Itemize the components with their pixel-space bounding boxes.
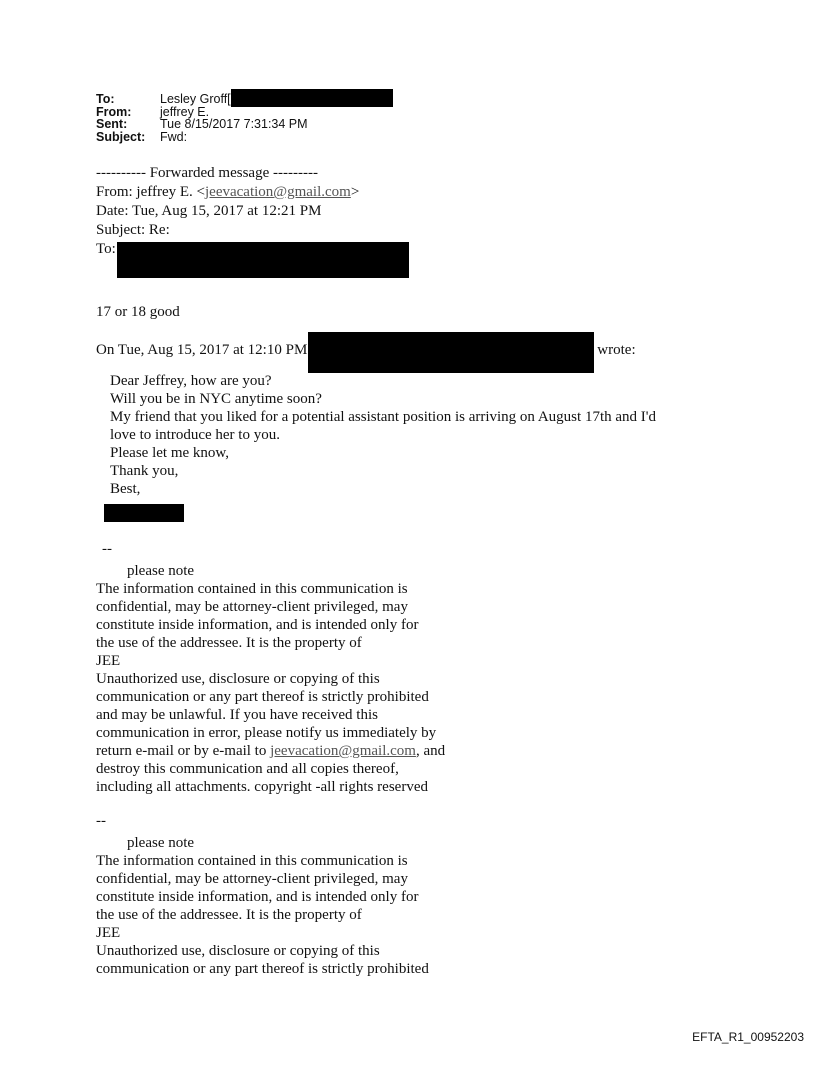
disclaimer-line: destroy this communication and all copies thereof,: [96, 761, 399, 777]
quoted-line: Please let me know,: [110, 445, 229, 461]
document-id: EFTA_R1_00952203: [692, 1030, 804, 1044]
quoted-message: [110, 372, 656, 498]
quoted-line: love to introduce her to you.: [110, 427, 280, 443]
disclaimer-line: confidential, may be attorney-client privileged, may: [96, 599, 408, 615]
please-note: please note: [127, 835, 195, 851]
disclaimer-line: communication in error, please notify us immediately by: [96, 725, 437, 741]
disclaimer-line: confidential, may be attorney-client privileged, may: [96, 871, 408, 887]
forward-date: Date: Tue, Aug 15, 2017 at 12:21 PM: [96, 203, 322, 219]
disclaimer-2: [96, 812, 429, 978]
forward-separator: ---------- Forwarded message ---------: [96, 165, 318, 181]
quoted-line: My friend that you liked for a potential assistant position is arriving on August 17th and I'd: [110, 409, 656, 425]
disclaimer-line: JEE: [96, 653, 121, 669]
forwarded-block: [96, 164, 409, 259]
sent-value: Tue 8/15/2017 7:31:34 PM: [160, 117, 308, 132]
quoted-line: Will you be in NYC anytime soon?: [110, 391, 322, 407]
disclaimer-line: the use of the addressee. It is the property of: [96, 635, 362, 651]
quote-intro-row: [96, 341, 636, 360]
disclaimer-line: return e-mail or by e-mail to jeevacation@gmail.com, and: [96, 743, 446, 759]
disclaimer-line: Unauthorized use, disclosure or copying of this: [96, 943, 380, 959]
email-header: [96, 93, 393, 143]
disclaimer-line: communication or any part thereof is strictly prohibited: [96, 689, 429, 705]
disclaimer-line: including all attachments. copyright -all rights reserved: [96, 779, 428, 795]
quoted-line: Best,: [110, 481, 141, 497]
disclaimer-line: constitute inside information, and is intended only for: [96, 889, 419, 905]
redaction: [104, 504, 184, 522]
redaction: [231, 89, 393, 107]
reply-text: 17 or 18 good: [96, 304, 180, 320]
forward-to: To:: [96, 240, 409, 259]
disclaimer-line: The information contained in this communication is: [96, 853, 408, 869]
quote-intro: On Tue, Aug 15, 2017 at 12:10 PM: [96, 342, 308, 358]
to-value: Lesley Groff[: [160, 92, 231, 106]
disclaimer-line: constitute inside information, and is intended only for: [96, 617, 419, 633]
from-value: jeffrey E.: [160, 104, 210, 119]
redaction: [308, 332, 594, 373]
forward-subject: Subject: Re:: [96, 222, 170, 238]
quoted-line: Dear Jeffrey, how are you?: [110, 373, 272, 389]
disclaimer-line: The information contained in this communication is: [96, 581, 408, 597]
sent-label: Sent:: [96, 117, 128, 132]
to-label: To:: [96, 92, 115, 106]
disclaimer-line: the use of the addressee. It is the property of: [96, 907, 362, 923]
please-note: please note: [127, 563, 195, 579]
disclaimer-line: JEE: [96, 925, 121, 941]
disclaimer-1: [96, 540, 445, 796]
subject-value: Fwd:: [160, 129, 188, 144]
subject-label: Subject:: [96, 129, 146, 144]
disclaimer-line: and may be unlawful. If you have received this: [96, 707, 378, 723]
email-link[interactable]: jeevacation@gmail.com: [205, 184, 351, 200]
forward-from: From: jeffrey E. <jeevacation@gmail.com>: [96, 184, 360, 200]
disclaimer-line: Unauthorized use, disclosure or copying of this: [96, 671, 380, 687]
quote-intro-wrote: wrote:: [597, 342, 636, 358]
signature-dash: --: [102, 541, 112, 557]
from-label: From:: [96, 104, 132, 119]
quoted-line: Thank you,: [110, 463, 179, 479]
disclaimer-line: communication or any part thereof is strictly prohibited: [96, 961, 429, 977]
redaction: [117, 242, 409, 278]
signature-dash: --: [96, 813, 106, 829]
email-link[interactable]: jeevacation@gmail.com: [270, 743, 416, 759]
